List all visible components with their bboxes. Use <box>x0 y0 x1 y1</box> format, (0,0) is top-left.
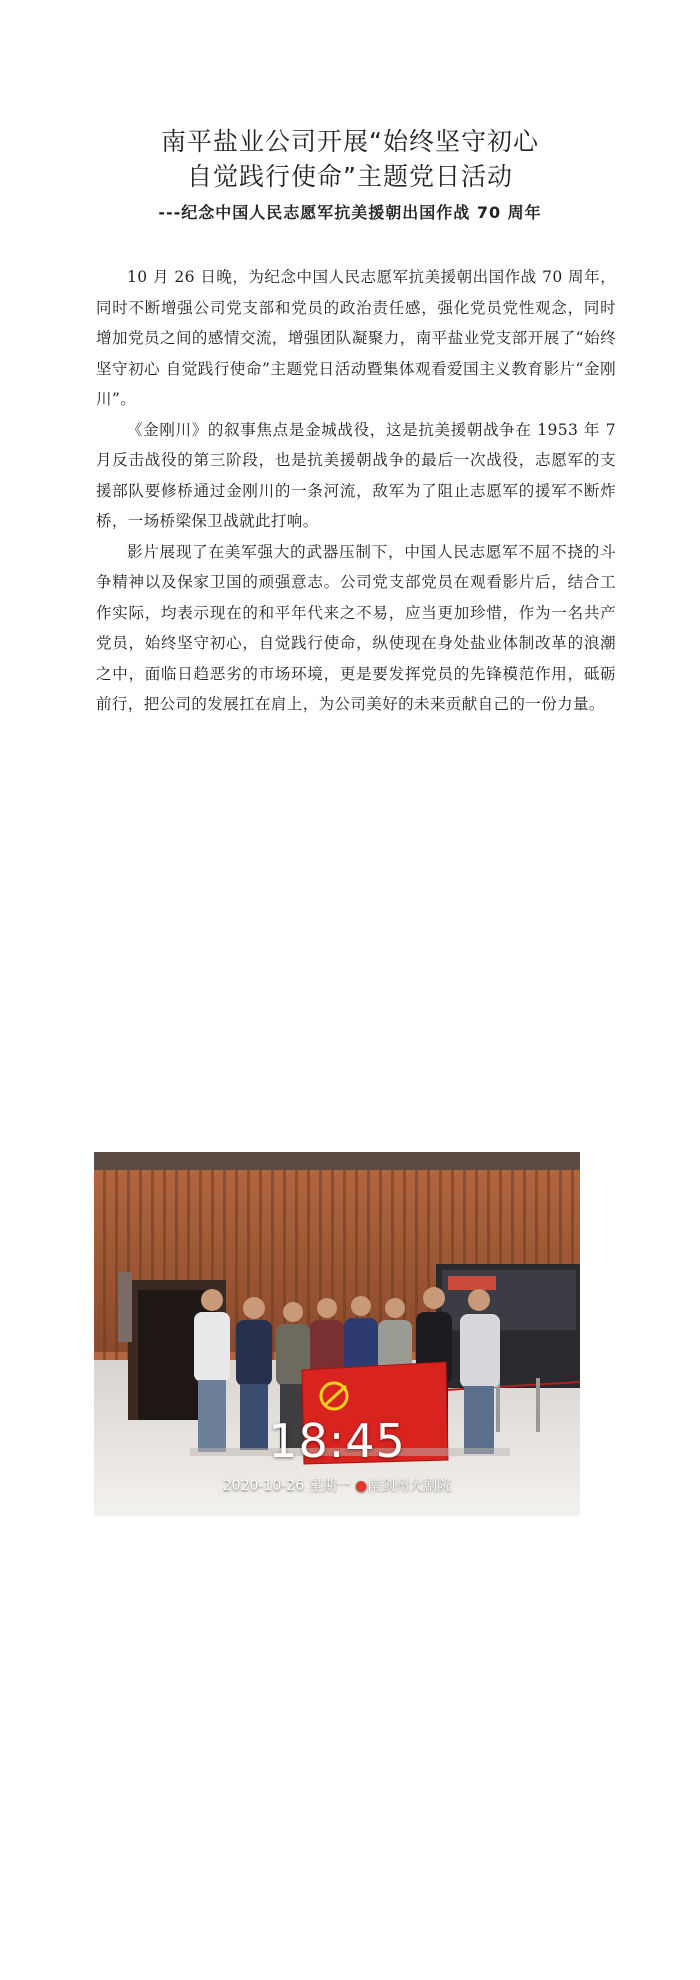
paragraph-3: 影片展现了在美军强大的武器压制下，中国人民志愿军不屈不挠的斗争精神以及保家卫国的顽强意志。公司党支部党员在观看影片后，结合工作实际，均表示现在的和平年代来之不易，应当更加珍惜，作为一名共产党员，始终坚守初心，自觉践行使命，纵使现在身处盐业体制改革的浪潮之中，面临日趋恶劣的市场环境，更是要发挥党员的先锋模范作用，砥砺前行，把公司的发展扛在肩上，为公司美好的未来贡献自己的一份力量。 <box>96 542 616 713</box>
paragraph-2: 《金刚川》的叙事焦点是金城战役，这是抗美援朝战争在 1953 年 7 月反击战役的第三阶段，也是抗美援朝战争的最后一次战役，志愿军的支援部队要修桥通过金刚川的一条河流，敌军为了阻止志愿军的援军不断炸桥，一场桥梁保卫战就此打响。 <box>96 420 616 530</box>
photo-date: 2020-10-26 星期一 <box>222 1478 356 1494</box>
paragraph-1: 10 月 26 日晚，为纪念中国人民志愿军抗美援朝出国作战 70 周年，同时不断增强公司党支部和党员的政治责任感，强化党员党性观念，同时增加党员之间的感情交流，增强团队凝聚力，南平盐业党支部开展了“始终坚守初心 自觉践行使命”主题党日活动暨集体观看爱国主义教育影片“金刚川”。 <box>96 268 616 408</box>
page-subtitle: ---纪念中国人民志愿军抗美援朝出国作战 70 周年 <box>158 203 542 222</box>
article-body <box>96 262 616 720</box>
page-title-line-1: 南平盐业公司开展“始终坚守初心 <box>161 127 539 156</box>
photo-date-location <box>94 1475 580 1495</box>
photo-location: 南剑州大剧院 <box>367 1478 452 1494</box>
page-title-line-2: 自觉践行使命”主题党日活动 <box>187 162 513 191</box>
group-photo <box>94 1152 580 1516</box>
photo-time-stamp: 18:45 <box>268 1414 406 1468</box>
location-pin-icon: ● <box>355 1478 368 1494</box>
